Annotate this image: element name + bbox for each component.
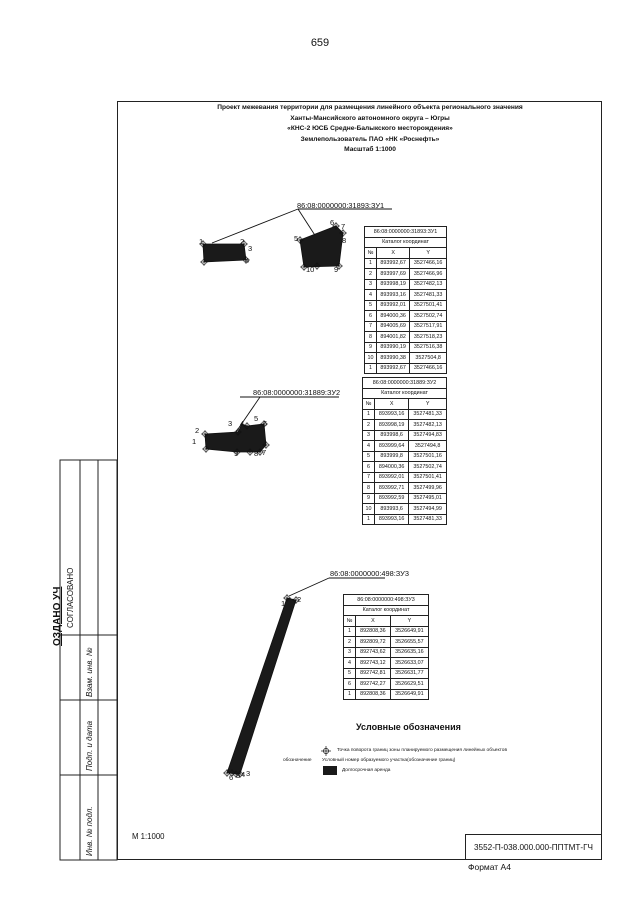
- catalog-title-row: [344, 595, 429, 606]
- point-number: 6: [263, 419, 268, 428]
- catalog-cell: 5: [365, 300, 377, 311]
- catalog-header-row: [365, 248, 447, 259]
- table-row: [365, 269, 447, 280]
- point-number: 3: [246, 769, 251, 778]
- title-line-3: «КНС-2 ЮСБ Средне-Балыкского месторождения»: [287, 125, 453, 132]
- point-number: 7: [262, 448, 267, 457]
- catalog-cell: 6: [344, 679, 356, 690]
- catalog-cell: 894000,36: [377, 311, 410, 322]
- catalog-cell: 3527494,99: [409, 504, 447, 515]
- catalog-cell: 1: [344, 689, 356, 700]
- point-number: 2: [195, 426, 200, 435]
- point-number: 4: [245, 256, 250, 265]
- catalog-cell: 893992,01: [375, 472, 409, 483]
- catalog-cell: 5: [344, 668, 356, 679]
- plot-zu1-label: 86:08:0000000:31893:ЗУ1: [297, 201, 385, 210]
- catalog-cell: 3527482,13: [409, 420, 447, 431]
- catalog-cell: 1: [363, 514, 375, 525]
- catalog-cell: 4: [363, 441, 375, 452]
- table-row: [363, 514, 447, 525]
- catalog-cell: 893990,19: [377, 342, 410, 353]
- table-row: [365, 311, 447, 322]
- catalog-cell: 893992,59: [375, 493, 409, 504]
- turning-point-markers: [199, 222, 347, 778]
- catalog-cell: 3526655,57: [390, 637, 428, 648]
- table-row: [344, 637, 429, 648]
- catalog-cell: 3527502,74: [410, 311, 447, 322]
- point-number: 7: [341, 222, 346, 231]
- table-row: [365, 258, 447, 269]
- table-row: [365, 290, 447, 301]
- catalog-title: 86:08:0000000:31893:ЗУ1: [365, 227, 447, 238]
- catalog-cell: 3527481,33: [410, 290, 447, 301]
- catalog-header-cell: Y: [409, 399, 447, 410]
- catalog-cell: 3527517,91: [410, 321, 447, 332]
- table-row: [344, 668, 429, 679]
- catalog-table-zu3: [343, 594, 429, 700]
- catalog-cell: 3527466,16: [410, 258, 447, 269]
- table-row: [344, 626, 429, 637]
- catalog-cell: 4: [365, 290, 377, 301]
- catalog-cell: 3526633,07: [390, 658, 428, 669]
- plot-zu2-shapes: [205, 397, 339, 452]
- catalog-cell: 892808,36: [356, 626, 391, 637]
- document-code: 3552-П-038.000.000-ППТМТ-ГЧ: [465, 834, 602, 860]
- catalog-cell: 3527502,74: [409, 462, 447, 473]
- legend-item-point: Точка поворота границ зоны планируемого размещения линейных объектов: [337, 748, 507, 753]
- catalog-cell: 1: [363, 409, 375, 420]
- catalog-subtitle: Каталог координат: [344, 605, 429, 616]
- point-number: 4: [241, 770, 246, 779]
- catalog-cell: 893997,69: [377, 269, 410, 280]
- table-row: [363, 420, 447, 431]
- catalog-cell: 3527516,38: [410, 342, 447, 353]
- catalog-header-cell: №: [344, 616, 356, 627]
- catalog-cell: 893992,67: [377, 363, 410, 374]
- table-row: [363, 504, 447, 515]
- catalog-cell: 893999,64: [375, 441, 409, 452]
- catalog-cell: 8: [363, 483, 375, 494]
- table-row: [365, 332, 447, 343]
- catalog-cell: 893992,01: [377, 300, 410, 311]
- catalog-header-cell: X: [356, 616, 391, 627]
- catalog-cell: 3526649,91: [390, 689, 428, 700]
- catalog-cell: 10: [363, 504, 375, 515]
- catalog-cell: 893992,67: [377, 258, 410, 269]
- point-number: 9: [334, 265, 339, 274]
- point-number: 5: [254, 414, 259, 423]
- point-number: 2: [297, 595, 302, 604]
- point-number: 6: [330, 218, 335, 227]
- catalog-cell: 893998,19: [377, 279, 410, 290]
- catalog-cell: 892742,81: [356, 668, 391, 679]
- point-number: 1: [192, 437, 197, 446]
- point-number: 1: [281, 599, 286, 608]
- catalog-cell: 4: [344, 658, 356, 669]
- catalog-cell: 892743,12: [356, 658, 391, 669]
- catalog-cell: 9: [365, 342, 377, 353]
- table-row: [363, 451, 447, 462]
- catalog-header-cell: Y: [390, 616, 428, 627]
- catalog-cell: 892808,36: [356, 689, 391, 700]
- catalog-header-row: [363, 399, 447, 410]
- catalog-cell: 1: [365, 363, 377, 374]
- table-row: [365, 321, 447, 332]
- table-row: [344, 679, 429, 690]
- table-row: [344, 647, 429, 658]
- catalog-cell: 8: [365, 332, 377, 343]
- catalog-cell: 2: [344, 637, 356, 648]
- stamp-approved: СОГЛАСОВАНО: [66, 567, 75, 628]
- catalog-cell: 3526635,16: [390, 647, 428, 658]
- catalog-cell: 893998,6: [375, 430, 409, 441]
- table-row: [365, 279, 447, 290]
- catalog-cell: 894001,82: [377, 332, 410, 343]
- catalog-cell: 7: [365, 321, 377, 332]
- legend-item-number-prefix: обозначение: [283, 758, 312, 763]
- point-number: 8: [254, 449, 259, 458]
- catalog-cell: 893993,16: [377, 290, 410, 301]
- catalog-title: 86:08:0000000:31889:ЗУ2: [363, 378, 447, 389]
- catalog-header-cell: X: [377, 248, 410, 259]
- table-row: [365, 300, 447, 311]
- catalog-header-cell: №: [363, 399, 375, 410]
- point-number: 10: [306, 265, 315, 274]
- table-row: [363, 472, 447, 483]
- catalog-cell: 2: [365, 269, 377, 280]
- scale-note: М 1:1000: [132, 832, 165, 841]
- catalog-subtitle-row: [363, 388, 447, 399]
- catalog-cell: 2: [363, 420, 375, 431]
- table-row: [365, 363, 447, 374]
- catalog-header-cell: Y: [410, 248, 447, 259]
- catalog-cell: 3527482,13: [410, 279, 447, 290]
- legend-item-number: Условный номер образуемого участка(обозначение границ): [322, 758, 456, 763]
- catalog-cell: 3527495,01: [409, 493, 447, 504]
- catalog-header-row: [344, 616, 429, 627]
- catalog-cell: 6: [363, 462, 375, 473]
- title-line-5: Масштаб 1:1000: [344, 146, 396, 153]
- title-line-2: Ханты-Мансийского автономного округа – Югры: [290, 114, 450, 122]
- point-number: 4: [240, 419, 245, 428]
- catalog-cell: 3527481,33: [409, 514, 447, 525]
- legend-item-lease: Долгосрочная аренда: [342, 768, 391, 773]
- point-number: 5: [236, 771, 241, 780]
- catalog-cell: 892742,27: [356, 679, 391, 690]
- catalog-cell: 3527499,96: [409, 483, 447, 494]
- catalog-cell: 893999,8: [375, 451, 409, 462]
- catalog-cell: 3526649,91: [390, 626, 428, 637]
- catalog-cell: 3527481,33: [409, 409, 447, 420]
- catalog-cell: 5: [363, 451, 375, 462]
- catalog-cell: 3: [365, 279, 377, 290]
- table-row: [363, 462, 447, 473]
- catalog-cell: 3527466,16: [410, 363, 447, 374]
- table-row: [365, 342, 447, 353]
- catalog-cell: 893998,19: [375, 420, 409, 431]
- catalog-cell: 3527504,8: [410, 353, 447, 364]
- catalog-title: 86:08:0000000:498:ЗУ3: [344, 595, 429, 606]
- sheet-format: Формат А4: [468, 862, 511, 872]
- catalog-cell: 893990,38: [377, 353, 410, 364]
- catalog-cell: 10: [365, 353, 377, 364]
- catalog-subtitle-row: [365, 237, 447, 248]
- catalog-table-zu1: [364, 226, 447, 374]
- catalog-title-row: [365, 227, 447, 238]
- catalog-cell: 892743,62: [356, 647, 391, 658]
- catalog-cell: 3526629,51: [390, 679, 428, 690]
- plot-zu3-label: 86:08:0000000:498:ЗУ3: [330, 569, 409, 578]
- catalog-cell: 894005,69: [377, 321, 410, 332]
- point-number: 6: [229, 773, 234, 782]
- catalog-cell: 7: [363, 472, 375, 483]
- table-row: [344, 689, 429, 700]
- field-sign-date: Подп. и дата: [85, 720, 94, 771]
- point-number: 5: [294, 234, 299, 243]
- catalog-cell: 3527518,23: [410, 332, 447, 343]
- catalog-cell: 1: [344, 626, 356, 637]
- table-row: [365, 353, 447, 364]
- catalog-cell: 3527466,96: [410, 269, 447, 280]
- point-number: 8: [342, 236, 347, 245]
- catalog-cell: 894000,36: [375, 462, 409, 473]
- table-row: [363, 409, 447, 420]
- point-number: 1: [199, 237, 204, 246]
- catalog-cell: 3527494,8: [409, 441, 447, 452]
- catalog-cell: 3: [344, 647, 356, 658]
- catalog-cell: 893993,16: [375, 409, 409, 420]
- catalog-cell: 3: [363, 430, 375, 441]
- catalog-cell: 3527501,41: [409, 472, 447, 483]
- field-replaced-inv: Взам. инв. №: [85, 647, 94, 697]
- catalog-cell: 3527501,16: [409, 451, 447, 462]
- point-number: 3: [228, 419, 233, 428]
- point-number: 3: [248, 244, 253, 253]
- catalog-cell: 1: [365, 258, 377, 269]
- catalog-cell: 893992,71: [375, 483, 409, 494]
- catalog-subtitle: Каталог координат: [363, 388, 447, 399]
- catalog-subtitle-row: [344, 605, 429, 616]
- catalog-cell: 6: [365, 311, 377, 322]
- title-line-1: Проект межевания территории для размещения линейного объекта регионального значения: [217, 104, 523, 111]
- catalog-subtitle: Каталог координат: [365, 237, 447, 248]
- table-row: [363, 430, 447, 441]
- catalog-header-cell: X: [375, 399, 409, 410]
- legend-title: Условные обозначения: [356, 722, 461, 732]
- catalog-header-cell: №: [365, 248, 377, 259]
- catalog-cell: 9: [363, 493, 375, 504]
- catalog-cell: 892809,72: [356, 637, 391, 648]
- catalog-cell: 893993,16: [375, 514, 409, 525]
- point-number: 9: [234, 449, 239, 458]
- catalog-table-zu2: [362, 377, 447, 525]
- table-row: [344, 658, 429, 669]
- title-line-4: Землепользователь ПАО «НК «Роснефть»: [300, 135, 440, 143]
- table-row: [363, 441, 447, 452]
- catalog-cell: 893993,6: [375, 504, 409, 515]
- field-inv-original: Инв. № подл.: [85, 806, 94, 856]
- plot-zu2-label: 86:08:0000000:31889:ЗУ2: [253, 388, 341, 397]
- catalog-cell: 3526631,77: [390, 668, 428, 679]
- catalog-cell: 3527494,83: [409, 430, 447, 441]
- catalog-title-row: [363, 378, 447, 389]
- page-number: 659: [310, 37, 330, 49]
- table-row: [363, 483, 447, 494]
- table-row: [363, 493, 447, 504]
- point-number: 2: [240, 237, 245, 246]
- catalog-cell: 3527501,41: [410, 300, 447, 311]
- stamp-created: ОЗДАНО УЧ: [52, 586, 63, 646]
